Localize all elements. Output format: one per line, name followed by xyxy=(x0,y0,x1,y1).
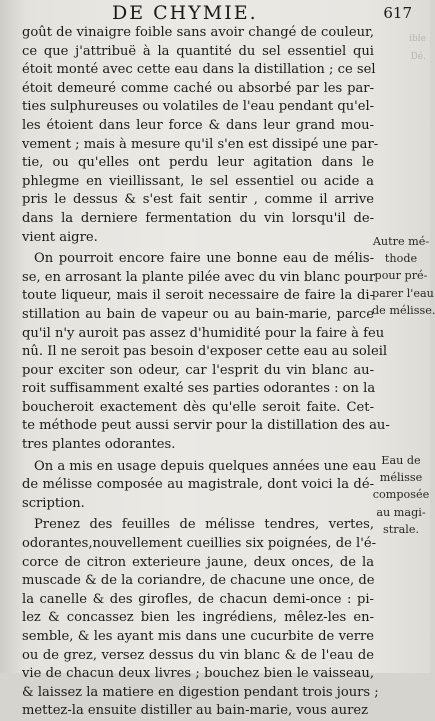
margin-note-line: au magi- xyxy=(376,505,426,519)
text-line: étoit monté avec cette eau dans la distillation ; ce sel xyxy=(22,62,376,78)
bleed-word: ible xyxy=(409,34,426,44)
text-line: goût de vinaigre foible sans avoir changé de couleur, xyxy=(22,25,374,40)
bleed-through-text xyxy=(386,30,426,110)
text-line: mettez-la ensuite distiller au bain-marie, vous aurez xyxy=(22,703,369,719)
margin-note-line: de mélisse. xyxy=(372,303,435,317)
page-number: 617 xyxy=(383,4,412,22)
text-line: vie de chacun deux livres ; bouchez bien le vaisseau, xyxy=(22,666,374,682)
margin-note-line: mélisse xyxy=(379,471,423,485)
text-line: phlegme en vieillissant, le sel essentiel ou acide a xyxy=(22,173,374,189)
text-line: corce de citron exterieure jaune, deux onces, de la xyxy=(22,554,374,570)
margin-note-autre-methode xyxy=(372,233,435,319)
text-line: On a mis en usage depuis quelques années une eau xyxy=(34,458,377,474)
margin-note-line: Eau de xyxy=(381,454,421,467)
body-text xyxy=(22,24,390,721)
running-title: DE CHYMIE. xyxy=(112,2,258,24)
text-line: nû. Il ne seroit pas besoin d'exposer cette eau au soleil xyxy=(22,344,388,360)
margin-note-line: parer l'eau xyxy=(372,286,434,300)
text-line: vement ; mais à mesure qu'il s'en est dissipé une par- xyxy=(22,136,379,152)
paragraph xyxy=(22,458,377,514)
paragraph xyxy=(22,24,379,247)
text-line: scription. xyxy=(22,495,85,511)
bleed-word: Dé. xyxy=(410,52,426,62)
text-line: les étoient dans leur force & dans leur grand mou- xyxy=(22,117,374,133)
text-line: odorantes,nouvellement cueillies six poignées, de l'é- xyxy=(22,536,376,552)
text-line: ce que j'attribuë à la quantité du sel essentiel qui xyxy=(22,43,374,59)
margin-note-line: strale. xyxy=(382,522,419,536)
text-line: la canelle & des girofles, de chacun demi-once : pi- xyxy=(22,591,374,607)
text-line: Prenez des feuilles de mélisse tendres, vertes, xyxy=(34,517,374,533)
margin-note-line: Autre mé- xyxy=(372,235,430,248)
margin-note-line: pour pré- xyxy=(374,269,428,283)
margin-note-eau-de-melisse xyxy=(372,452,430,538)
text-line: pris le dessus & s'est fait sentir , comme il arrive xyxy=(22,192,374,208)
text-line: ou de grez, versez dessus du vin blanc & de l'eau de xyxy=(22,647,374,663)
text-line: ties sulphureuses ou volatiles de l'eau pendant qu'el- xyxy=(22,99,375,115)
text-line: semble, & les ayant mis dans une cucurbite de verre xyxy=(22,629,374,644)
text-line: vient aigre. xyxy=(22,229,98,245)
text-line: pour exciter son odeur, car l'esprit du vin blanc au- xyxy=(22,362,374,378)
text-line: se, en arrosant la plante pilée avec du vin blanc pour xyxy=(22,269,376,285)
text-line: de mélisse composée au magistrale, dont voici la dé- xyxy=(22,477,374,493)
text-line: toute liqueur, mais il seroit necessaire de faire la di- xyxy=(22,288,374,304)
text-line: te méthode peut aussi servir pour la distillation des au- xyxy=(22,418,390,434)
text-line: tie, ou qu'elles ont perdu leur agitation dans le xyxy=(22,155,374,171)
text-line: On pourroit encore faire une bonne eau de mélis- xyxy=(34,251,374,267)
paragraph xyxy=(22,250,390,455)
paragraph xyxy=(22,516,379,721)
text-line: dans la derniere fermentation du vin lorsqu'il de- xyxy=(22,210,374,226)
text-line: muscade & de la coriandre, de chacune une once, de xyxy=(22,573,375,589)
text-line: tres plantes odorantes. xyxy=(22,437,176,453)
text-line: & laissez la matiere en digestion pendant trois jours ; xyxy=(22,684,379,700)
margin-note-line: composée xyxy=(372,488,430,502)
text-line: stillation au bain de vapeur ou au bain-marie, parce xyxy=(22,306,374,322)
text-line: étoit demeuré comme caché ou absorbé par les par- xyxy=(22,80,374,96)
text-line: roit suffisamment exalté ses parties odorantes : on la xyxy=(22,381,376,397)
margin-note-line: thode xyxy=(384,252,418,266)
text-line: qu'il n'y auroit pas assez d'humidité pour la faire à feu xyxy=(22,325,385,341)
text-line: lez & concassez bien les ingrédiens, mêlez-les en- xyxy=(22,610,374,626)
text-line: boucheroit exactement dès qu'elle seroit faite. Cet- xyxy=(22,399,374,415)
